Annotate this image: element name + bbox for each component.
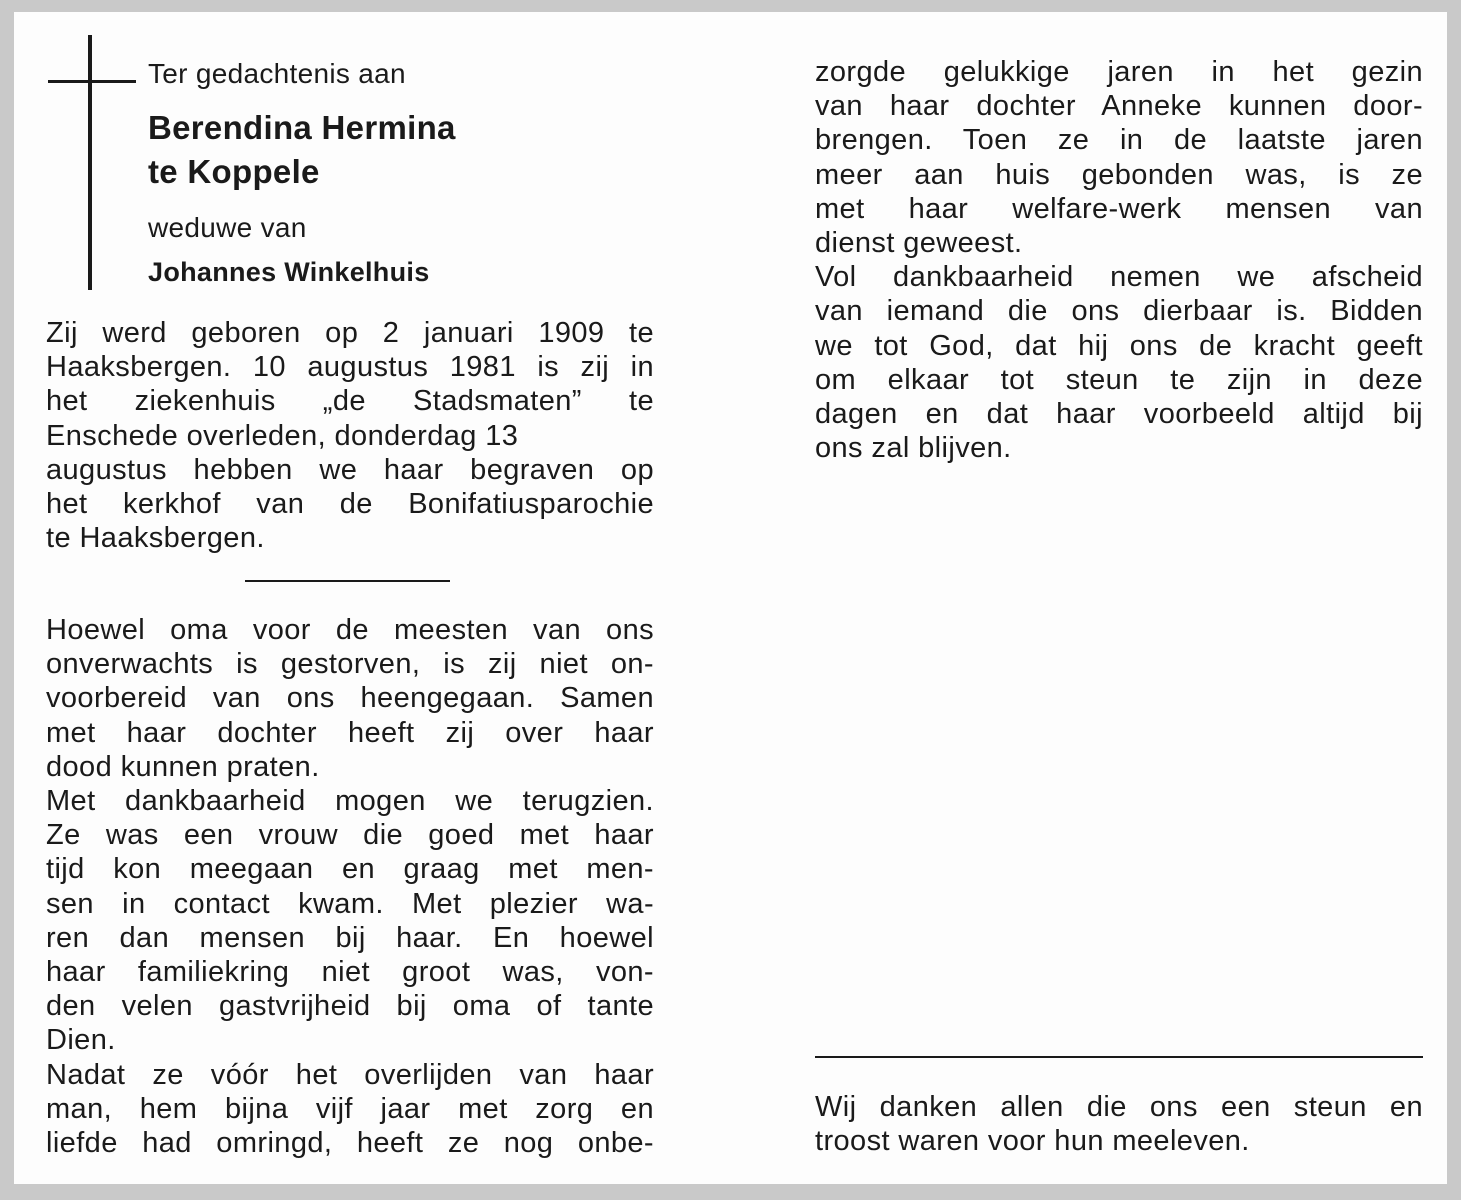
text-line: Met dankbaarheid mogen we terugzien. (46, 785, 654, 818)
bio-line: Enschede overleden, donderdag 13 (46, 419, 519, 452)
thanks-line: Wij danken allen die ons een steun en (815, 1091, 1423, 1123)
text-line: Nadat ze vóór het overlijden van haar (46, 1058, 654, 1091)
text-line: onverwachts is gestorven, is zij niet on- (46, 648, 654, 681)
thanks-line: troost waren voor hun meeleven. (815, 1125, 1250, 1158)
text-line: Ze was een vrouw die goed met haar (46, 819, 654, 852)
text-line: ren dan mensen bij haar. En hoewel (46, 921, 654, 954)
right-column-text (815, 55, 1423, 465)
text-line: den velen gastvrijheid bij oma of tante (46, 990, 654, 1023)
bio-line: Zij werd geboren op 2 januari 1909 te (46, 317, 654, 349)
text-line: dagen en dat haar voorbeeld altijd bij (815, 398, 1423, 431)
text-line: dienst geweest. (815, 227, 1023, 260)
text-line: van haar dochter Anneke kunnen door- (815, 90, 1423, 123)
text-line: voorbereid van ons heengegaan. Samen (46, 682, 654, 715)
text-line: haar familiekring niet groot was, von- (46, 956, 654, 989)
text-line: tijd kon meegaan en graag met men- (46, 853, 654, 886)
text-line: Hoewel oma voor de meesten van ons (46, 614, 654, 646)
cross-icon-vertical (88, 35, 92, 290)
text-line: dood kunnen praten. (46, 750, 320, 783)
thanks-paragraph (815, 1090, 1423, 1158)
text-line: brengen. Toen ze in de laatste jaren (815, 124, 1423, 157)
husband-name: Johannes Winkelhuis (148, 257, 430, 287)
bio-line: augustus hebben we haar begraven op (46, 453, 654, 486)
separator-line (245, 580, 450, 582)
text-line: van iemand die ons dierbaar is. Bidden (815, 295, 1423, 328)
cross-icon-horizontal (48, 80, 136, 83)
bio-line: het ziekenhuis „de Stadsmaten” te (46, 385, 654, 418)
separator-line (815, 1056, 1423, 1058)
widow-of-text: weduwe van (148, 212, 307, 243)
biography-paragraph (46, 316, 654, 555)
text-line: liefde had omringd, heeft ze nog onbe- (46, 1127, 654, 1160)
bio-line: te Haaksbergen. (46, 522, 265, 555)
text-line: man, hem bijna vijf jaar met zorg en (46, 1092, 654, 1125)
text-line: met haar welfare-werk mensen van (815, 192, 1423, 225)
text-line: Dien. (46, 1024, 116, 1057)
text-line: Vol dankbaarheid nemen we afscheid (815, 261, 1423, 294)
text-line: zorgde gelukkige jaren in het gezin (815, 56, 1423, 88)
text-line: met haar dochter heeft zij over haar (46, 716, 654, 749)
bio-line: Haaksbergen. 10 augustus 1981 is zij in (46, 351, 654, 384)
text-line: ons zal blijven. (815, 432, 1012, 465)
text-line: sen in contact kwam. Met plezier wa- (46, 887, 654, 920)
deceased-name-line2: te Koppele (148, 153, 320, 190)
text-line: meer aan huis gebonden was, is ze (815, 158, 1423, 191)
text-line: om elkaar tot steun te zijn in deze (815, 363, 1423, 396)
bio-line: het kerkhof van de Bonifatiusparochie (46, 488, 654, 521)
deceased-name-line1: Berendina Hermina (148, 109, 456, 146)
left-column-text (46, 613, 654, 1160)
intro-text: Ter gedachtenis aan (148, 58, 406, 89)
text-line: we tot God, dat hij ons de kracht geeft (815, 329, 1423, 362)
